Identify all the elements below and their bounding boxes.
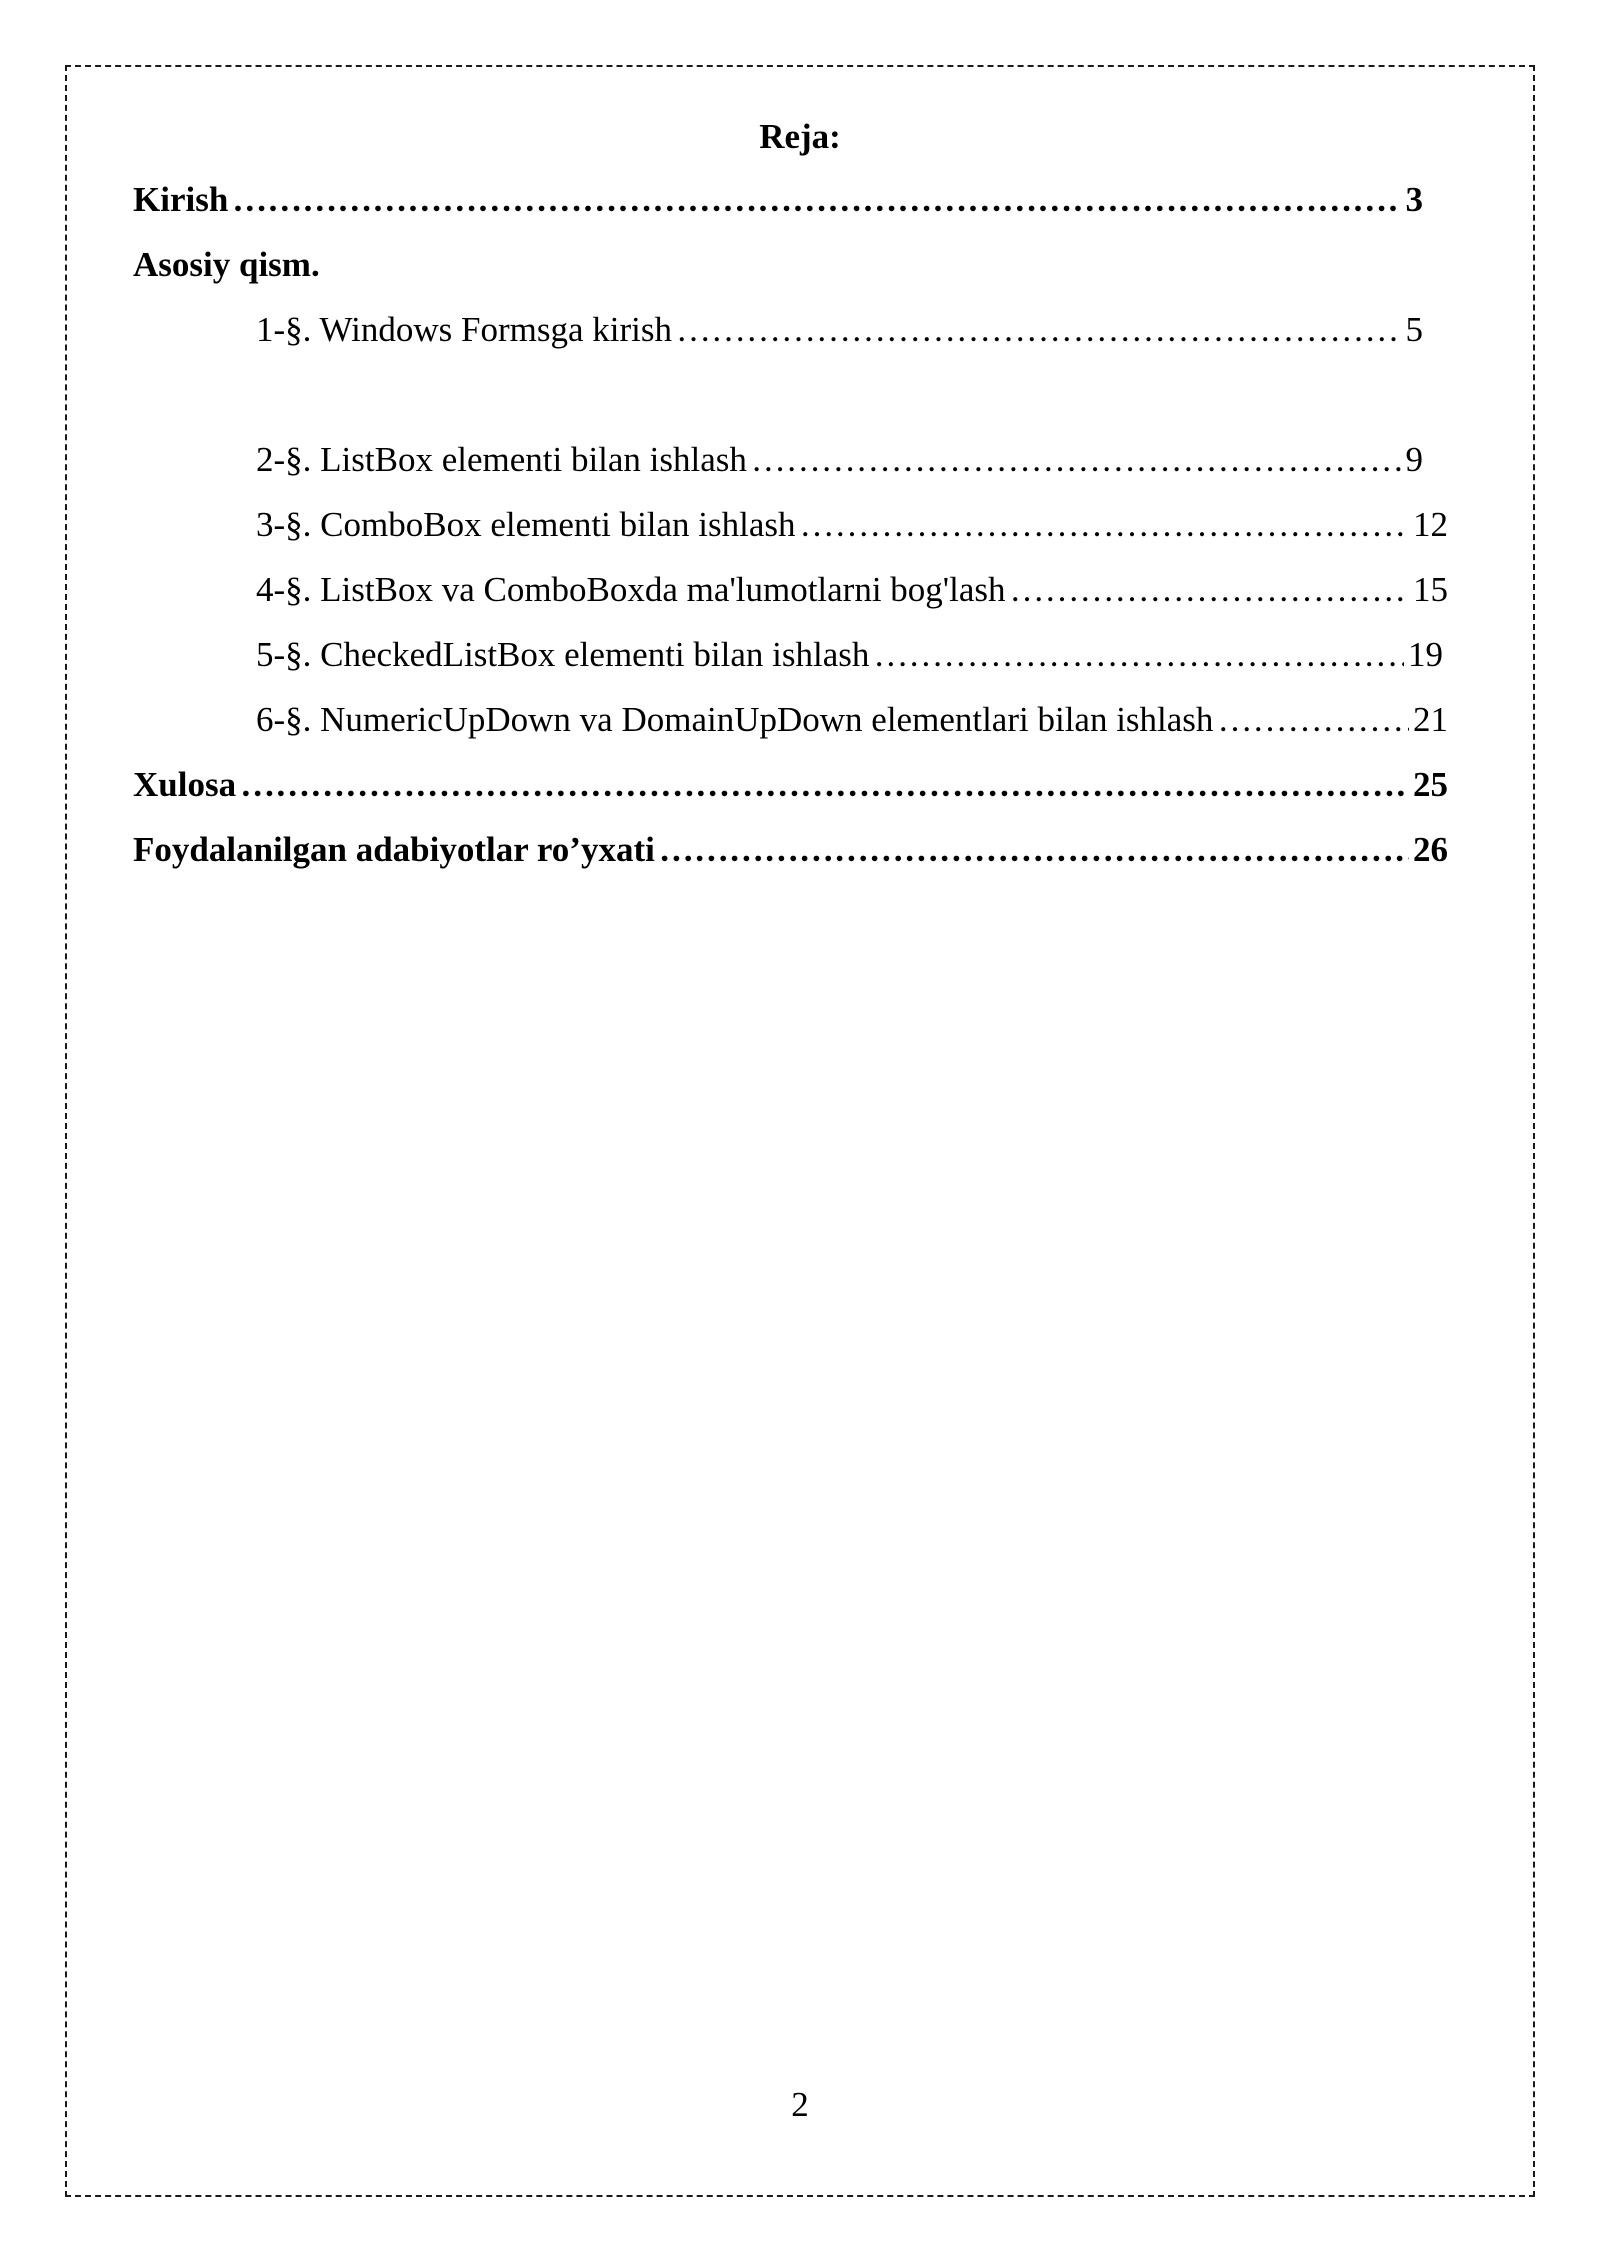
toc-entry-section-4 [256, 565, 1448, 615]
toc-entry-section-1 [256, 305, 1423, 355]
toc-page-number: 19 [1408, 635, 1443, 674]
toc-dot-leader [659, 825, 1409, 875]
toc-entry-text: 4-§. ListBox va ComboBoxda ma'lumotlarni bog'lash [256, 570, 1006, 609]
toc-entry-text: Kirish [133, 180, 229, 219]
toc-main-heading: Asosiy qism. [133, 245, 320, 284]
toc-entry-conclusion [133, 760, 1448, 810]
toc-entry-text: 6-§. NumericUpDown va DomainUpDown elementlari bilan ishlash [256, 700, 1214, 739]
toc-entry-text: Foydalanilgan adabiyotlar ro’yxati [133, 830, 655, 869]
toc-dot-leader [751, 435, 1402, 485]
toc-page-number: 5 [1405, 310, 1423, 349]
toc-dot-leader [676, 305, 1401, 355]
toc-entry-section-6 [256, 695, 1448, 745]
toc-dot-leader [232, 175, 1401, 225]
toc-page-number: 21 [1413, 700, 1448, 739]
toc-page-number: 12 [1413, 505, 1448, 544]
toc-page-number: 26 [1413, 830, 1448, 869]
toc-dot-leader [800, 500, 1409, 550]
toc-dot-leader [1217, 695, 1409, 745]
toc-dot-leader [1010, 565, 1410, 615]
page-number: 2 [791, 2085, 809, 2124]
toc-entry-section-5 [256, 630, 1443, 680]
toc-page-number: 3 [1405, 180, 1423, 219]
page-border [65, 65, 1535, 2197]
page-title: Reja: [759, 117, 841, 156]
toc-entry-section-3 [256, 500, 1448, 550]
toc-page-number: 15 [1413, 570, 1448, 609]
toc-entry-section-2 [256, 435, 1423, 485]
toc-entry-intro [133, 175, 1423, 225]
toc-entry-references [133, 825, 1448, 875]
toc-dot-leader [873, 630, 1404, 680]
toc-page-number: 25 [1413, 765, 1448, 804]
toc-dot-leader [240, 760, 1409, 810]
toc-entry-text: 2-§. ListBox elementi bilan ishlash [256, 440, 747, 479]
toc-page-number: 9 [1405, 440, 1423, 479]
toc-entry-text: Xulosa [133, 765, 237, 804]
toc-entry-text: 3-§. ComboBox elementi bilan ishlash [256, 505, 796, 544]
toc-entry-text: 5-§. CheckedListBox elementi bilan ishlash [256, 635, 870, 674]
toc-entry-text: 1-§. Windows Formsga kirish [256, 310, 673, 349]
